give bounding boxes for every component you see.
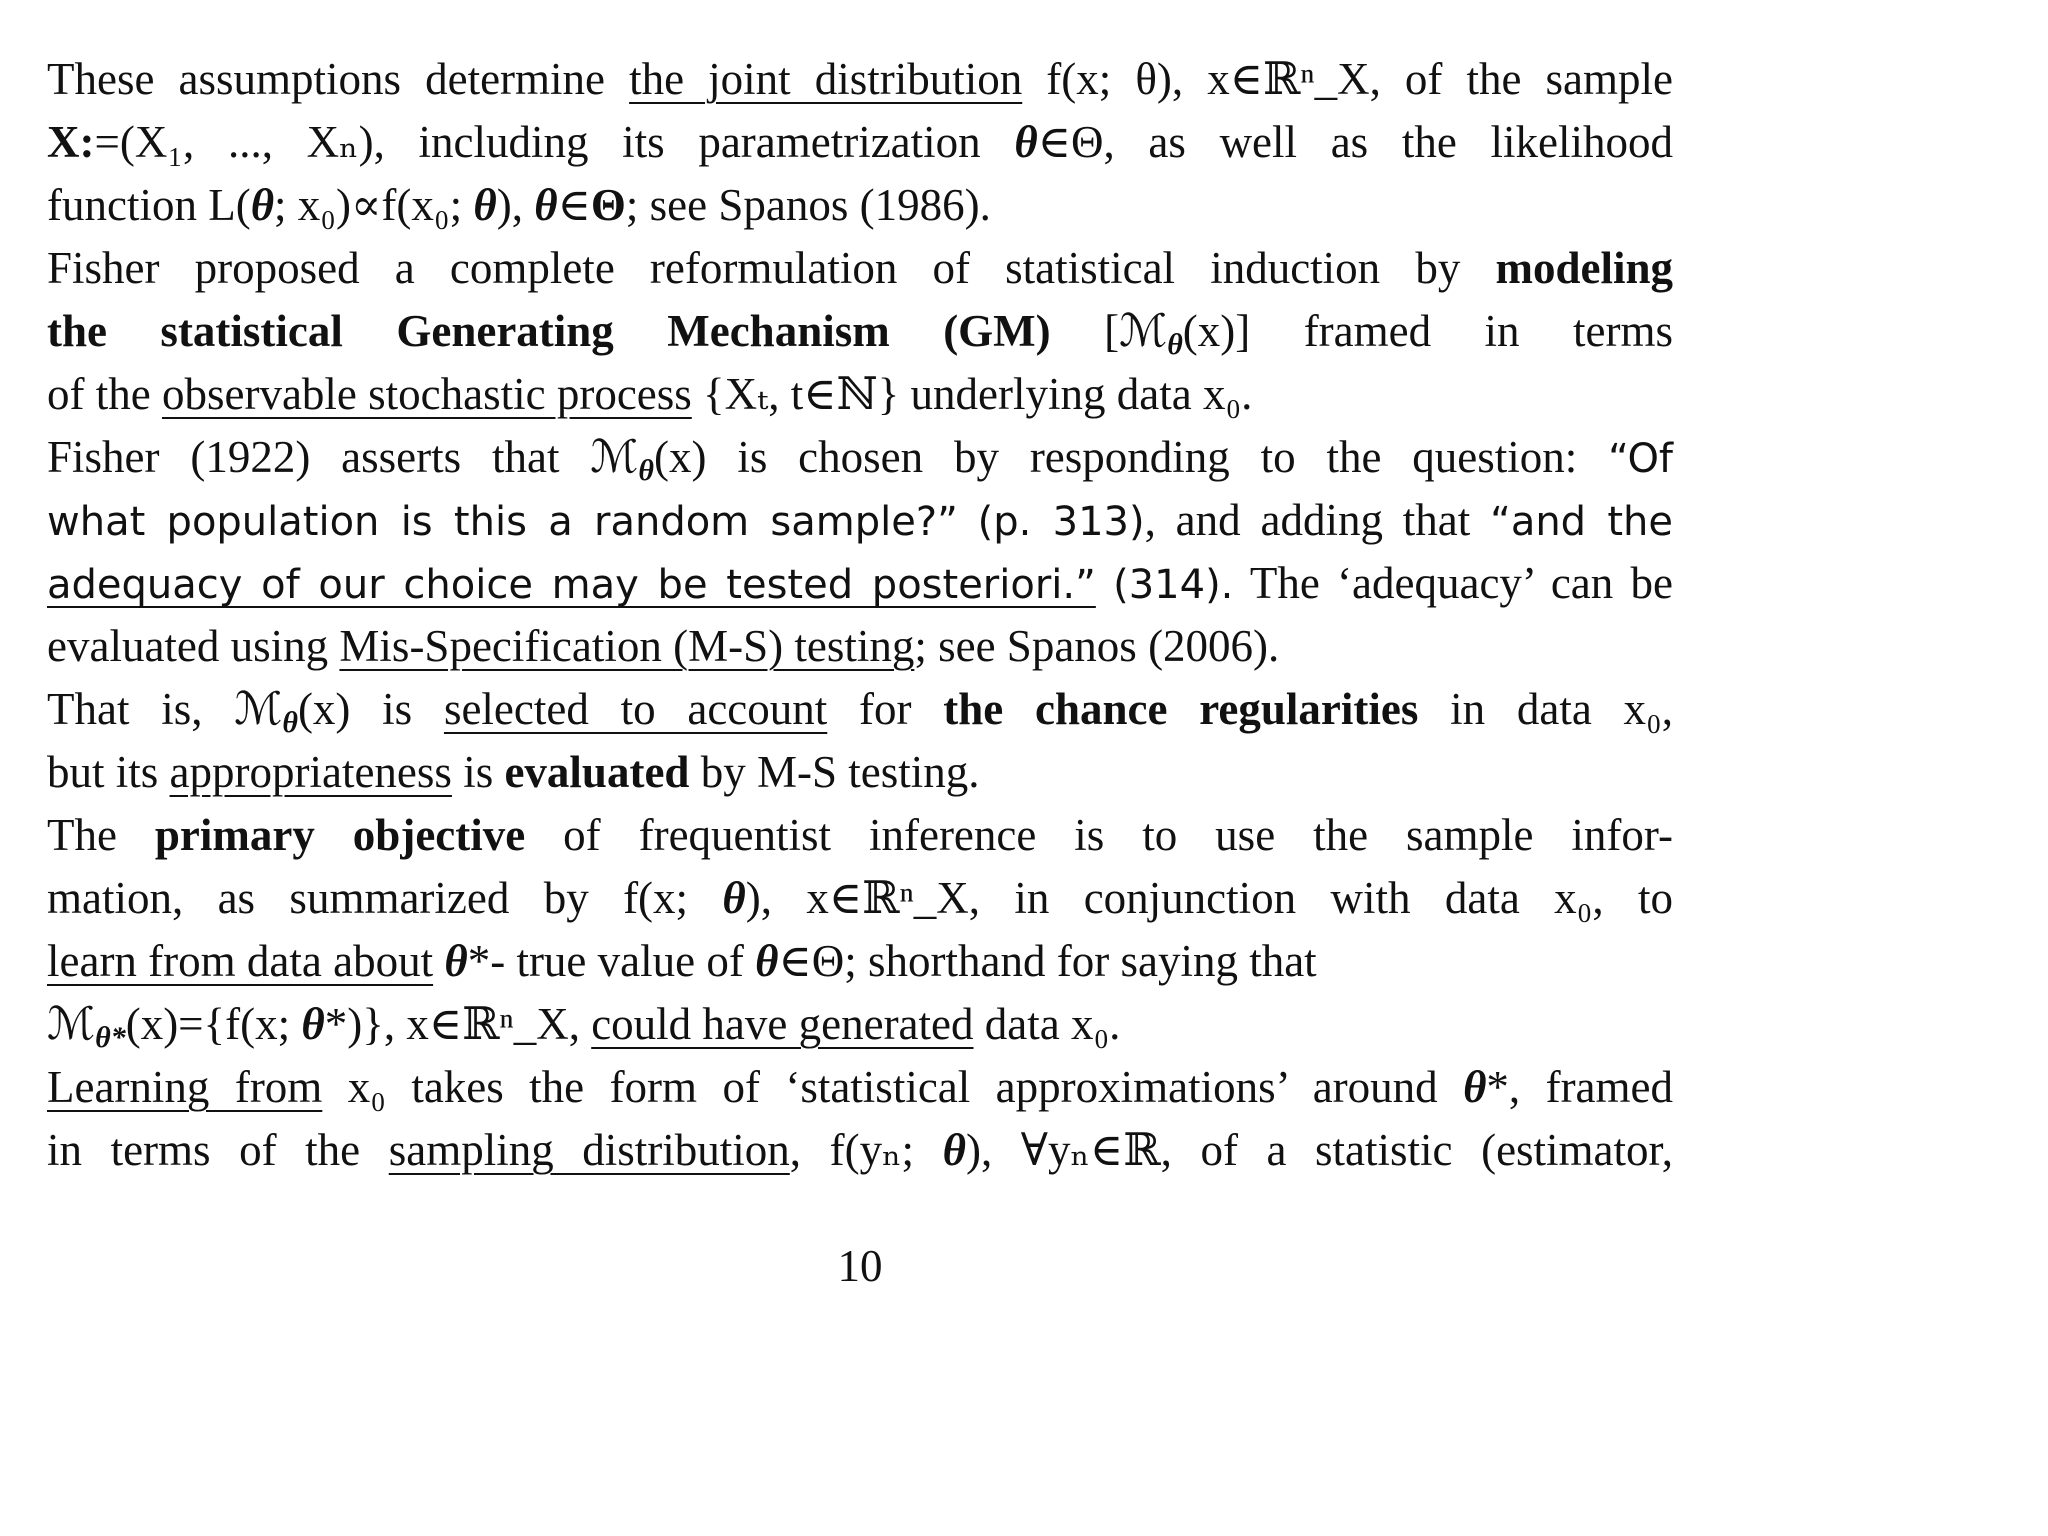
text-segment: but its	[47, 747, 170, 797]
text-segment: selected to account	[443, 684, 828, 734]
text-segment: modeling	[1495, 243, 1673, 293]
text-segment: x₀ takes the form of ‘statistical approximations’ around	[322, 1062, 1464, 1112]
text-segment: could have generated	[591, 999, 974, 1049]
text-segment: X:	[47, 117, 95, 167]
page-number: 10	[837, 1241, 883, 1291]
text-segment: is	[451, 747, 505, 797]
text-segment: θ	[282, 706, 298, 739]
text-segment: θ	[1014, 117, 1038, 167]
text-segment: (x)] framed in terms	[1182, 306, 1673, 356]
text-segment: ), ∀yₙ∈ℝ, of a statistic (estimator,	[965, 1125, 1673, 1175]
text-segment: [ℳ	[1050, 306, 1168, 356]
text-segment: θ	[1167, 328, 1183, 361]
text-segment: ℳ	[47, 999, 96, 1049]
text-segment: θ	[755, 936, 779, 986]
text-line	[47, 111, 1673, 174]
text-segment: θ	[942, 1125, 966, 1175]
text-segment: the chance regularities	[943, 684, 1419, 734]
text-segment	[958, 495, 978, 545]
text-segment: Θ	[590, 180, 626, 230]
text-segment: the statistical Generating Mechanism (GM)	[47, 306, 1051, 356]
text-line	[47, 552, 1673, 615]
text-segment: ),	[496, 180, 535, 230]
text-segment: for	[827, 684, 944, 734]
text-segment: ; see Spanos (2006).	[914, 621, 1280, 671]
text-segment: evaluated	[504, 747, 690, 797]
text-line	[47, 300, 1673, 363]
text-line	[47, 1056, 1673, 1119]
text-segment: =(X₁, ..., Xₙ), including its parametrization	[94, 117, 1015, 167]
text-segment: ∈Θ, as well as the likelihood	[1037, 117, 1673, 167]
text-segment: observable stochastic process	[161, 369, 692, 419]
text-segment: ; see Spanos (1986).	[625, 180, 991, 230]
text-line	[47, 741, 1673, 804]
text-segment: θ	[1463, 1062, 1487, 1112]
text-segment: function L(	[47, 180, 251, 230]
text-segment: These assumptions determine	[47, 54, 630, 104]
text-segment: Learning from	[47, 1062, 323, 1112]
text-line	[47, 174, 1673, 237]
text-line	[47, 48, 1673, 111]
text-segment: “Of	[1608, 436, 1674, 482]
text-line	[47, 678, 1673, 741]
text-line	[47, 1119, 1673, 1182]
text-segment: , and adding that	[1144, 495, 1491, 545]
text-line	[47, 615, 1673, 678]
text-segment	[1096, 558, 1113, 608]
text-segment: Fisher proposed a complete reformulation of statistical induction by	[47, 243, 1496, 293]
text-segment: ), x∈ℝⁿ_X, in conjunction with data x₀, to	[745, 873, 1673, 923]
text-segment: (x)={f(x;	[125, 999, 302, 1049]
text-segment: of frequentist inference is to use the sample infor-	[525, 810, 1673, 860]
text-segment: evaluated using	[47, 621, 340, 671]
text-line	[47, 426, 1673, 489]
text-segment: θ*	[95, 1021, 126, 1054]
text-segment: ; x₀)∝f(x₀;	[274, 180, 474, 230]
text-segment: *)}, x∈ℝⁿ_X,	[324, 999, 592, 1049]
text-segment: That is, ℳ	[47, 684, 283, 734]
text-segment: ∈	[557, 180, 591, 230]
text-segment: θ	[638, 454, 654, 487]
body-text	[47, 48, 1673, 1182]
text-segment: {Xₜ, t∈ℕ} underlying data x₀.	[691, 369, 1253, 419]
text-segment: what population is this a random sample?”	[47, 499, 958, 545]
text-segment: primary objective	[154, 810, 526, 860]
text-segment: *, framed	[1486, 1062, 1673, 1112]
text-line	[47, 237, 1673, 300]
text-line	[47, 804, 1673, 867]
text-segment: θ	[444, 936, 468, 986]
text-segment: The	[47, 810, 155, 860]
text-segment: data x₀.	[973, 999, 1121, 1049]
text-segment: ∈Θ; shorthand for saying that	[778, 936, 1317, 986]
text-line	[47, 993, 1673, 1056]
text-segment	[433, 936, 444, 986]
text-segment: θ	[473, 180, 497, 230]
text-segment: appropriateness	[169, 747, 452, 797]
text-segment: adequacy of our choice may be tested posteriori.”	[47, 562, 1096, 608]
text-line	[47, 930, 1673, 993]
text-line	[47, 489, 1673, 552]
text-segment: The ‘adequacy’ can be	[1233, 558, 1674, 608]
text-segment: (314).	[1113, 562, 1234, 608]
text-segment: , f(yₙ;	[789, 1125, 943, 1175]
text-segment: “and the	[1490, 499, 1674, 545]
text-segment: (x) is chosen by responding to the question:	[654, 432, 1609, 482]
text-segment: Fisher (1922) asserts that ℳ	[47, 432, 639, 482]
text-segment: *- true value of	[467, 936, 756, 986]
text-segment: the joint distribution	[629, 54, 1023, 104]
text-segment: learn from data about	[47, 936, 434, 986]
text-segment: θ	[301, 999, 325, 1049]
text-segment: θ	[250, 180, 275, 230]
text-segment: θ	[534, 180, 558, 230]
text-segment: (p. 313)	[977, 499, 1145, 545]
text-segment: θ	[722, 873, 746, 923]
text-segment: Mis-Specification (M-S) testing	[339, 621, 915, 671]
text-line	[47, 363, 1673, 426]
text-segment: in terms of the	[47, 1125, 389, 1175]
text-segment: mation, as summarized by f(x;	[47, 873, 723, 923]
text-segment: in data x₀,	[1418, 684, 1673, 734]
text-segment: (x) is	[297, 684, 444, 734]
text-line	[47, 867, 1673, 930]
text-segment: f(x; θ), x∈ℝⁿ_X, of the sample	[1022, 54, 1673, 104]
text-segment: of the	[47, 369, 162, 419]
text-segment: sampling distribution	[388, 1125, 790, 1175]
text-segment: by M-S testing.	[689, 747, 980, 797]
